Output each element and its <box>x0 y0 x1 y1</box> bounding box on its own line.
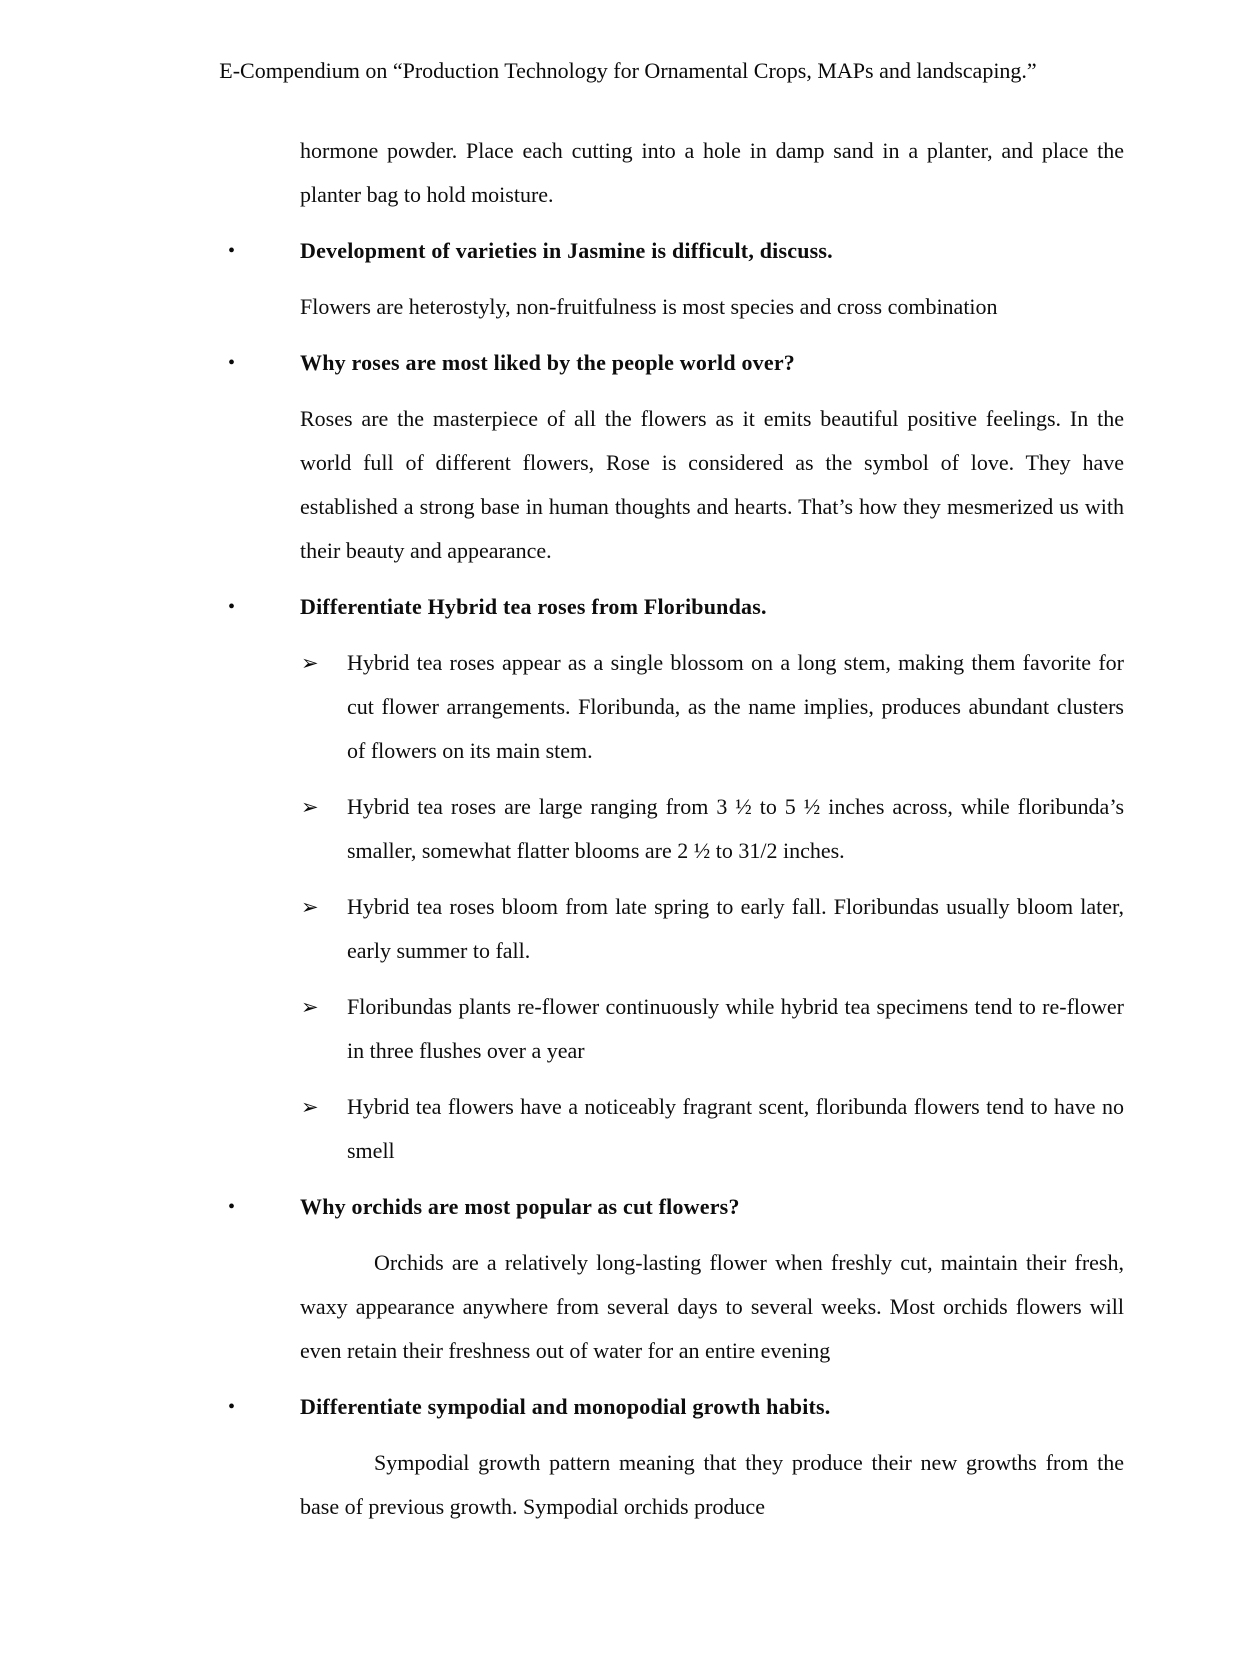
sub-bullet-item <box>300 1085 1124 1173</box>
sub-bullet-text: Floribundas plants re-flower continuously while hybrid tea specimens tend to re-flower in three flushes over a year <box>347 994 1124 1063</box>
paragraph: Flowers are heterostyly, non-fruitfulness is most species and cross combination <box>300 294 998 319</box>
bullet-icon: • <box>228 240 236 262</box>
document-body <box>228 129 1124 1529</box>
bullet-item <box>228 1185 1124 1229</box>
bullet-heading: Differentiate sympodial and monopodial growth habits. <box>300 1394 831 1419</box>
paragraph: hormone powder. Place each cutting into a hole in damp sand in a planter, and place the planter bag to hold moisture. <box>300 138 1124 207</box>
sub-bullet-text: Hybrid tea flowers have a noticeably fragrant scent, floribunda flowers tend to have no smell <box>347 1094 1124 1163</box>
bullet-icon: • <box>228 1396 236 1418</box>
arrow-bullet-icon: ➢ <box>301 795 319 819</box>
arrow-bullet-icon: ➢ <box>301 651 319 675</box>
page-header-title: E-Compendium on “Production Technology for Ornamental Crops, MAPs and landscaping.” <box>219 58 1037 83</box>
paragraph: Roses are the masterpiece of all the flowers as it emits beautiful positive feelings. In the world full of different flowers, Rose is considered as the symbol of love. They have established a strong base in human thoughts and hearts. That’s how they mesmerized us with their beauty and appearance. <box>300 406 1124 563</box>
sub-bullet-item <box>300 885 1124 973</box>
arrow-bullet-icon: ➢ <box>301 895 319 919</box>
bullet-item <box>228 229 1124 273</box>
bullet-icon: • <box>228 1196 236 1218</box>
bullet-heading: Differentiate Hybrid tea roses from Floribundas. <box>300 594 767 619</box>
sub-bullet-item <box>300 641 1124 773</box>
bullet-heading: Development of varieties in Jasmine is difficult, discuss. <box>300 238 833 263</box>
bullet-item <box>228 585 1124 629</box>
sub-bullet-item <box>300 985 1124 1073</box>
bullet-item <box>228 341 1124 385</box>
paragraph: Sympodial growth pattern meaning that they produce their new growths from the base of previous growth. Sympodial orchids produce <box>300 1450 1124 1519</box>
bullet-icon: • <box>228 352 236 374</box>
arrow-bullet-icon: ➢ <box>301 995 319 1019</box>
sub-bullet-text: Hybrid tea roses bloom from late spring to early fall. Floribundas usually bloom later, early summer to fall. <box>347 894 1124 963</box>
bullet-heading: Why orchids are most popular as cut flowers? <box>300 1194 740 1219</box>
sub-bullet-item <box>300 785 1124 873</box>
bullet-item <box>228 1385 1124 1429</box>
sub-bullet-text: Hybrid tea roses are large ranging from 3 ½ to 5 ½ inches across, while floribunda’s smaller, somewhat flatter blooms are 2 ½ to 31/2 inches. <box>347 794 1124 863</box>
bullet-icon: • <box>228 596 236 618</box>
paragraph: Orchids are a relatively long-lasting flower when freshly cut, maintain their fresh, waxy appearance anywhere from several days to several weeks. Most orchids flowers will even retain their freshness out of water for an entire evening <box>300 1250 1124 1363</box>
sub-bullet-text: Hybrid tea roses appear as a single blossom on a long stem, making them favorite for cut flower arrangements. Floribunda, as the name implies, produces abundant clusters of flowers on its main stem. <box>347 650 1124 763</box>
arrow-bullet-icon: ➢ <box>301 1095 319 1119</box>
bullet-heading: Why roses are most liked by the people world over? <box>300 350 795 375</box>
